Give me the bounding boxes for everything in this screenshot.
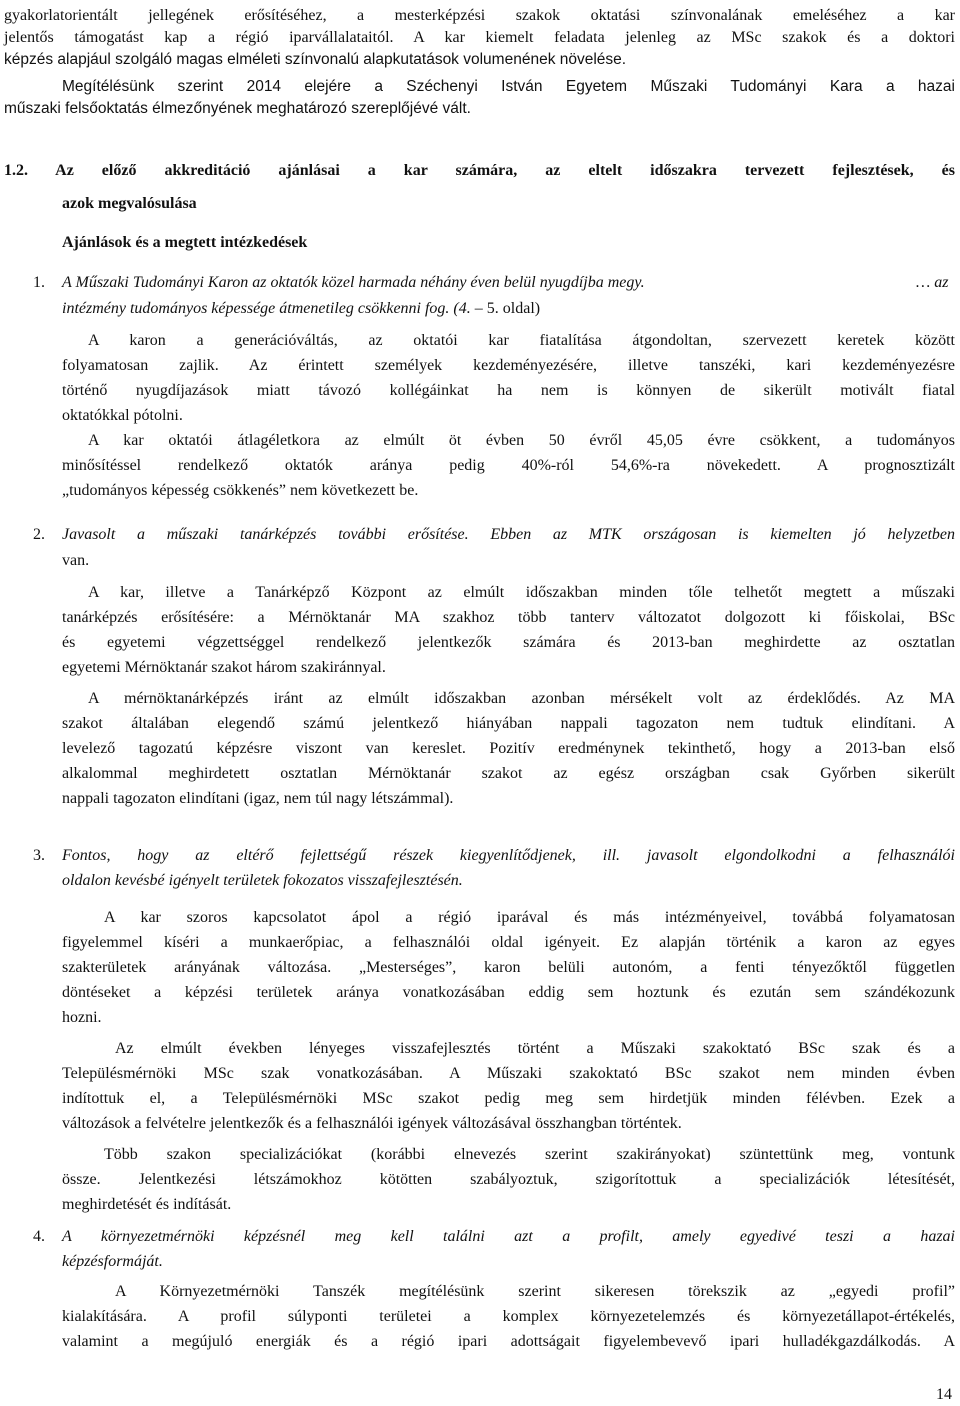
paragraph-line: alkalommal meghirdetett osztatlan Mérnöktanár szakot az egész országban csak Győrben sikerült (62, 765, 955, 782)
intro-line: Megítélésünk szerint 2014 elejére a Széchenyi István Egyetem Műszaki Tudományi Kara a hazai (62, 78, 955, 95)
paragraph-line: minősítéssel rendelkező oktatók aránya pedig 40%-ról 54,6%-ra növekedett. A prognosztizált (62, 457, 955, 474)
intro-line: jelentős támogatást kap a régió iparvállalataitól. A kar kiemelt feladata jelenleg az MSc szakok és a doktori (4, 29, 955, 46)
paragraph-line: szakterületek arányának változása. „Mesterséges”, karon belüli autonóm, a fenti tényezőktől független (62, 959, 955, 976)
paragraph-line: kialakítására. A profil súlyponti területei a komplex környezetelemzés és környezetállapot-értékelés, (62, 1308, 955, 1325)
section-heading: 1.2. Az előző akkreditáció ajánlásai a kar számára, az eltelt időszakra tervezett fejlesztések, és (4, 162, 955, 179)
intro-line: műszaki felsőoktatás élmezőnyének meghatározó szereplőjévé vált. (4, 100, 471, 117)
page-number: 14 (936, 1386, 952, 1403)
recommendation-line: … az (916, 274, 949, 291)
paragraph-line: meghirdetését és indítását. (62, 1196, 232, 1213)
item-number: 2. (33, 526, 45, 543)
intro-line: gyakorlatorientált jellegének erősítéséhez, a mesterképzési szakok oktatási színvonalának emeléséhez a kar (4, 7, 955, 24)
paragraph-line: A karon a generációváltás, az oktatói kar fiatalítása átgondoltan, szervezett keretek között (88, 332, 955, 349)
item-number: 3. (33, 847, 45, 864)
paragraph-line: Több szakon specializációkat (korábbi elnevezés szerint szakirányokat) szüntettünk meg, vontunk (104, 1146, 955, 1163)
paragraph-line: „tudományos képesség csökkenés” nem következett be. (62, 482, 419, 499)
recommendation-line: intézmény tudományos képessége átmenetileg csökkenni fog. (4. – 5. oldal) (62, 300, 541, 317)
paragraph-line: hozni. (62, 1009, 102, 1026)
paragraph-line: történő nyugdíjazások miatt távozó kollégáinkat ha nem is könnyen de sikerült motivált fiatal (62, 382, 955, 399)
paragraph-line: szakot általában elegendő számú jelentkező hiányában nappali tagozaton nem tudtuk elindítani. A (62, 715, 955, 732)
paragraph-line: A mérnöktanárképzés iránt az elmúlt időszakban azonban mérsékelt volt az érdeklődés. Az MA (88, 690, 955, 707)
paragraph-line: A kar szoros kapcsolatot ápol a régió iparával és más intézményeivel, továbbá folyamatosan (104, 909, 955, 926)
recommendation-line: oldalon kevésbé igényelt területek fokozatos visszafejlesztésén. (62, 872, 463, 889)
section-heading: azok megvalósulása (62, 195, 197, 212)
recommendation-line: van. (62, 552, 90, 569)
paragraph-line: A Környezetmérnöki Tanszék megítélésünk szerint sikeresen törekszik az „egyedi profil” (115, 1283, 955, 1300)
paragraph-line: változások a felvételre jelentkezők és a felhasználói igények változásával összhangban történtek. (62, 1115, 682, 1132)
recommendation-line: Fontos, hogy az eltérő fejlettségű részek kiegyenlítődjenek, ill. javasolt elgondolkodni a felhasználói (62, 847, 955, 864)
intro-line: képzés alapjául szolgáló magas elméleti színvonalú alapkutatások volumenének növelése. (4, 51, 627, 68)
paragraph-line: indítottuk el, a Településmérnöki MSc szakot pedig meg sem hirdetjük minden félévben. Ezek a (62, 1090, 955, 1107)
paragraph-line: és egyetemi végzettséggel rendelkező jelentkezők számára és 2013-ban meghirdette az osztatlan (62, 634, 955, 651)
section-subtitle: Ajánlások és a megtett intézkedések (62, 234, 308, 251)
recommendation-line: A környezetmérnöki képzésnél meg kell találni azt a profilt, amely egyedivé teszi a hazai (62, 1228, 955, 1245)
paragraph-line: figyelemmel kíséri a munkaerőpiac, a felhasználói oldal igényeit. Ez alapján történik a karon az egyes (62, 934, 955, 951)
paragraph-line: A kar oktatói átlagéletkora az elmúlt öt évben 50 évről 45,05 évre csökkent, a tudományos (88, 432, 955, 449)
paragraph-line: tanárképzés erősítésére: a Mérnöktanár MA szakhoz több tanterv változatot dolgozott ki főiskolai, BSc (62, 609, 955, 626)
paragraph-line: A kar, illetve a Tanárképző Központ az elmúlt időszakban minden tőle telhetőt megtett a műszaki (88, 584, 955, 601)
paragraph-line: Az elmúlt években lényeges visszafejlesztés történt a Műszaki szakoktató BSc szak és a (115, 1040, 955, 1057)
paragraph-line: valamint a megújuló energiák és a régió ipari adottságait figyelembevevő ipari hulladékgazdálkodás. A (62, 1333, 955, 1350)
paragraph-line: egyetemi Mérnöktanár szakot három szakiránnyal. (62, 659, 386, 676)
paragraph-line: levelező tagozatú képzésre viszont van kereslet. Pozitív eredménynek tekinthető, hogy a 2013-ban első (62, 740, 955, 757)
recommendation-line: Javasolt a műszaki tanárképzés további erősítése. Ebben az MTK országosan is kiemelten jó helyzetben (62, 526, 955, 543)
recommendation-line: A Műszaki Tudományi Karon az oktatók közel harmada néhány éven belül nyugdíjba megy. (62, 274, 645, 291)
paragraph-line: össze. Jelentkezési létszámokhoz kötötten szabályoztuk, szigorítottuk a specializációk létesítését, (62, 1171, 955, 1188)
paragraph-line: nappali tagozaton elindítani (igaz, nem túl nagy létszámmal). (62, 790, 454, 807)
item-number: 1. (33, 274, 45, 291)
paragraph-line: Településmérnöki MSc szak vonatkozásában. A Műszaki szakoktató BSc szakot nem minden évben (62, 1065, 955, 1082)
paragraph-line: folyamatosan zajlik. Az érintett személyek kezdeményezésére, illetve tanszéki, kari kezdeményezésre (62, 357, 955, 374)
paragraph-line: oktatókkal pótolni. (62, 407, 183, 424)
recommendation-line: képzésformáját. (62, 1253, 163, 1270)
item-number: 4. (33, 1228, 45, 1245)
paragraph-line: döntéseket a képzési területek aránya vonatkozásában eddig sem hoztunk és ezután sem szándékozunk (62, 984, 955, 1001)
